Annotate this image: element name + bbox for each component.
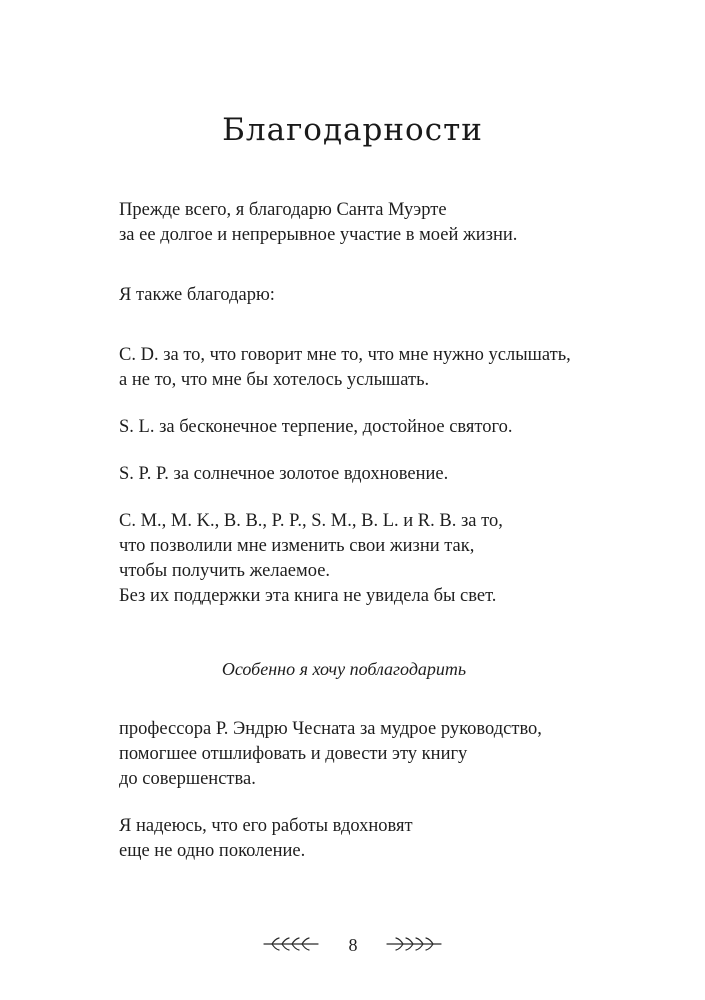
text-line: C. D. за то, что говорит мне то, что мне нужно услышать, xyxy=(119,345,571,365)
intro-paragraph xyxy=(119,198,659,248)
page-footer xyxy=(0,928,705,958)
text-line: за ее долгое и непрерывное участие в моей жизни. xyxy=(119,225,518,245)
spp-paragraph xyxy=(119,462,659,487)
leaf-sprig-icon xyxy=(262,936,320,952)
page-title: Благодарности xyxy=(222,112,483,148)
text-line: Я также благодарю: xyxy=(119,285,275,305)
text-line: S. L. за бесконечное терпение, достойное святого. xyxy=(119,417,513,437)
group-paragraph xyxy=(119,509,659,609)
also-thanks-paragraph xyxy=(119,283,659,308)
special-thanks-heading: Особенно я хочу поблагодарить xyxy=(221,659,467,679)
text-line: S. P. P. за солнечное золотое вдохновение. xyxy=(119,464,449,484)
text-line: профессора Р. Эндрю Чесната за мудрое руководство, xyxy=(119,719,542,739)
professor-paragraph xyxy=(119,717,659,792)
text-line: Я надеюсь, что его работы вдохновят xyxy=(119,816,413,836)
text-line: помогшее отшлифовать и довести эту книгу xyxy=(119,744,468,764)
text-line: еще не одно поколение. xyxy=(119,841,306,861)
cd-paragraph xyxy=(119,343,659,393)
text-line: C. M., M. K., B. B., P. P., S. M., B. L. и R. B. за то, xyxy=(119,511,503,531)
text-line: до совершенства. xyxy=(119,769,256,789)
text-line: что позволили мне изменить свои жизни так, xyxy=(119,536,475,556)
leaf-sprig-icon xyxy=(385,936,443,952)
hope-paragraph xyxy=(119,814,659,864)
sl-paragraph xyxy=(119,415,659,440)
acknowledgements-body xyxy=(119,198,659,864)
text-line: Без их поддержки эта книга не увидела бы свет. xyxy=(119,586,497,606)
page-number: 8 xyxy=(348,935,358,955)
text-line: а не то, что мне бы хотелось услышать. xyxy=(119,370,430,390)
text-line: чтобы получить желаемое. xyxy=(119,561,331,581)
text-line: Прежде всего, я благодарю Санта Муэрте xyxy=(119,200,447,220)
